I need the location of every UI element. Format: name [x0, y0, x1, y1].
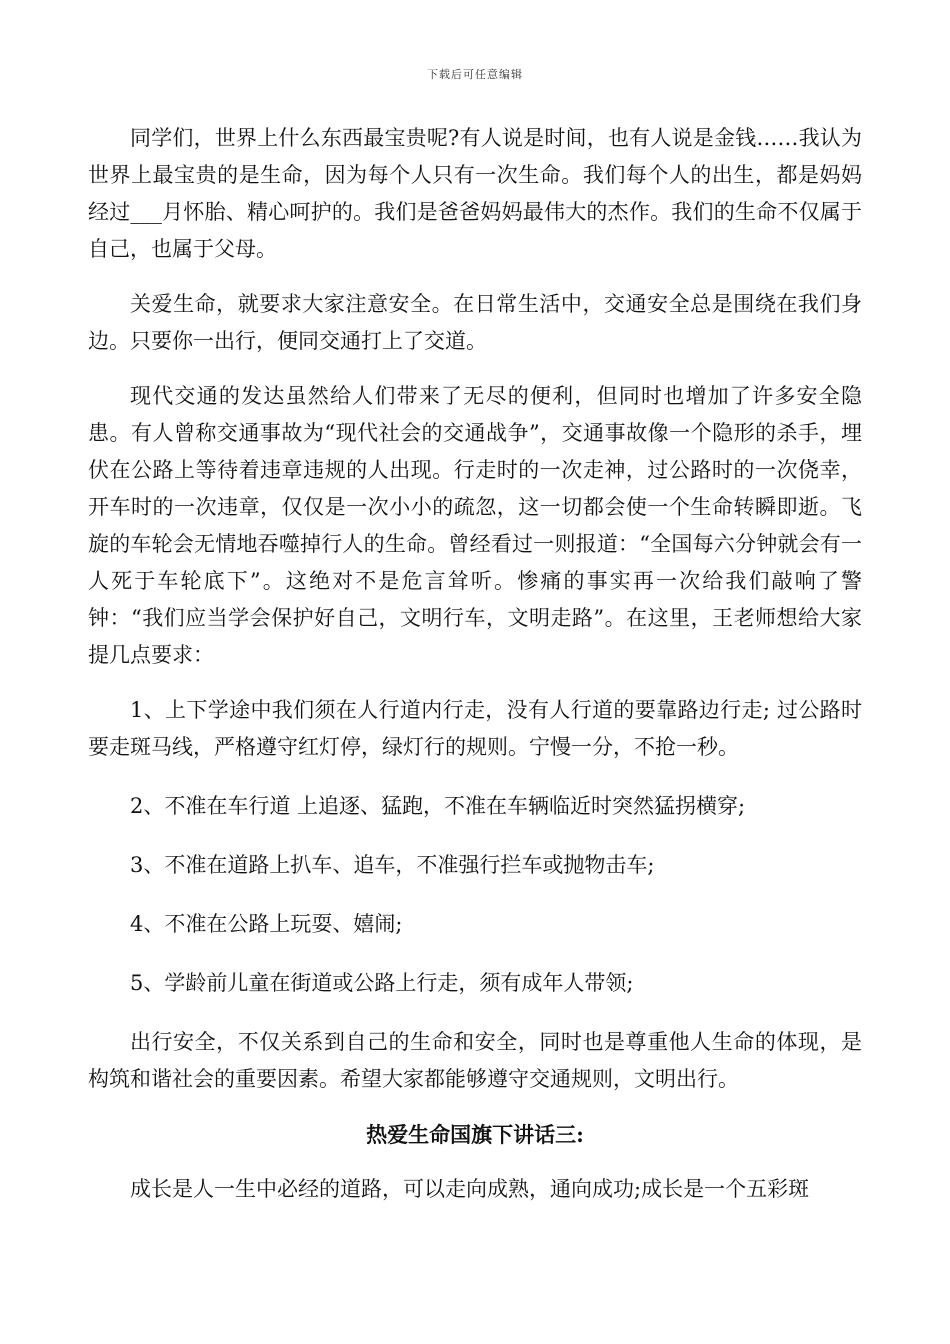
- paragraph-care-for-life: 关爱生命，就要求大家注意安全。在日常生活中，交通安全总是围绕在我们身边。只要你一出行，便同交通打上了交道。: [88, 292, 862, 353]
- document-body: [88, 120, 862, 1208]
- rule-item-1: 1、上下学途中我们须在人行道内行走，没有人行道的要靠路边行走; 过公路时要走斑马线，严格遵守红灯停，绿灯行的规则。宁慢一分，不抢一秒。: [88, 698, 862, 759]
- header-note: 下载后可任意编辑: [427, 68, 523, 81]
- rule-item-3: 3、不准在道路上扒车、追车，不准强行拦车或抛物击车;: [130, 853, 655, 877]
- section-heading: 热爱生命国旗下讲话三:: [366, 1122, 584, 1147]
- paragraph-closing: 出行安全，不仅关系到自己的生命和安全，同时也是尊重他人生命的体现，是构筑和谐社会的重要因素。希望大家都能够遵守交通规则，文明出行。: [88, 1030, 862, 1091]
- paragraph-intro: 同学们，世界上什么东西最宝贵呢?有人说是时间，也有人说是金钱……我认为世界上最宝贵的是生命，因为每个人只有一次生命。我们每个人的出生，都是妈妈经过___月怀胎、精心呵护的。我们是爸爸妈妈最伟大的杰作。我们的生命不仅属于自己，也属于父母。: [88, 126, 862, 261]
- rule-item-4: 4、不准在公路上玩耍、嬉闹;: [130, 912, 403, 936]
- paragraph-growth: 成长是人一生中必经的道路，可以走向成熟，通向成功;成长是一个五彩斑: [130, 1177, 810, 1201]
- rule-item-2: 2、不准在车行道 上追逐、猛跑，不准在车辆临近时突然猛拐横穿;: [130, 794, 746, 818]
- rule-item-5: 5、学龄前儿童在街道或公路上行走，须有成年人带领;: [130, 971, 634, 995]
- paragraph-traffic-danger: 现代交通的发达虽然给人们带来了无尽的便利，但同时也增加了许多安全隐患。有人曾称交通事故为“现代社会的交通战争”，交通事故像一个隐形的杀手，埋伏在公路上等待着违章违规的人出现。行走时的一次走神，过公路时的一次侥幸，开车时的一次违章，仅仅是一次小小的疏忽，这一切都会使一个生命转瞬即逝。飞旋的车轮会无情地吞噬掉行人的生命。曾经看过一则报道：“全国每六分钟就会有一人死于车轮底下”。这绝对不是危言耸听。惨痛的事实再一次给我们敲响了警钟：“我们应当学会保护好自己，文明行车，文明走路”。在这里，王老师想给大家提几点要求：: [88, 384, 862, 667]
